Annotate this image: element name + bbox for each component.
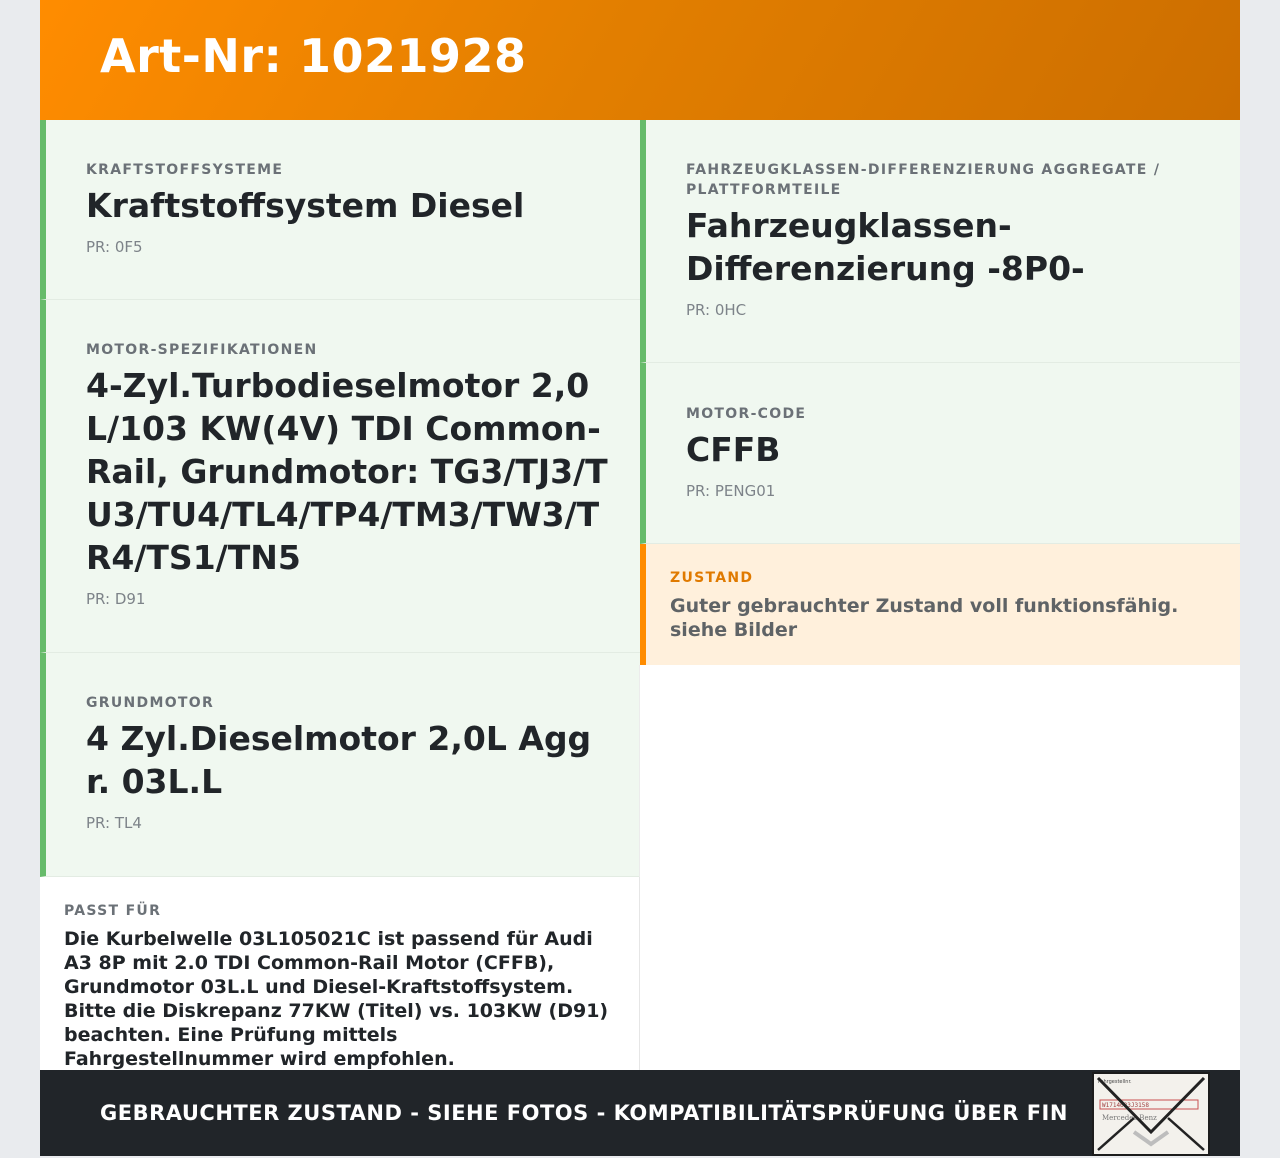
fahrzeugklassen-card bbox=[640, 120, 1240, 363]
card-value: Fahrzeugklassen-Differenzierung -8P0- bbox=[686, 206, 1085, 288]
card-label: GRUNDMOTOR bbox=[86, 695, 215, 711]
envelope-icon bbox=[1092, 1072, 1210, 1156]
card-label: KRAFTSTOFFSYSTEME bbox=[86, 162, 284, 178]
left-column bbox=[40, 120, 640, 877]
card-pr-code: PR: 0HC bbox=[686, 301, 747, 319]
page-header bbox=[40, 0, 1240, 120]
kraftstoffsysteme-card bbox=[40, 120, 640, 300]
page-footer bbox=[40, 1070, 1240, 1156]
card-pr-code: PR: D91 bbox=[86, 590, 146, 608]
stamp-header: Fahrgestellnr. bbox=[1098, 1079, 1132, 1085]
zustand-text: Guter gebrauchter Zustand voll funktionsfähig. siehe Bilder bbox=[670, 595, 1179, 641]
card-label: FAHRZEUGKLASSEN-DIFFERENZIERUNG AGGREGATE / PLATTFORMTEILE bbox=[686, 162, 1161, 198]
card-value: Kraftstoffsystem Diesel bbox=[86, 186, 525, 225]
compatibility-label: PASST FÜR bbox=[64, 903, 162, 919]
compatibility-box bbox=[40, 877, 640, 1070]
grundmotor-card bbox=[40, 653, 640, 877]
card-value: CFFB bbox=[686, 430, 781, 469]
card-pr-code: PR: 0F5 bbox=[86, 238, 143, 256]
footer-slogan: GEBRAUCHTER ZUSTAND - SIEHE FOTOS - KOMPATIBILITÄTSPRÜFUNG ÜBER FIN bbox=[100, 1101, 1068, 1125]
card-value: 4-Zyl.Turbodieselmotor 2,0 L/103 KW(4V) TDI Common-Rail, Grundmotor: TG3/TJ3/TU3/TU4/TL4/TP4/TM3/TW3/TR4/TS1/TN5 bbox=[86, 366, 608, 577]
card-label: MOTOR-CODE bbox=[686, 406, 807, 422]
zustand-box bbox=[640, 544, 1240, 665]
stamp-brand: Mercedes-Benz bbox=[1102, 1114, 1157, 1122]
card-label: MOTOR-SPEZIFIKATIONEN bbox=[86, 342, 318, 358]
compatibility-text: Die Kurbelwelle 03L105021C ist passend für Audi A3 8P mit 2.0 TDI Common-Rail Motor (CFFB), Grundmotor 03L.L und Diesel-Kraftstoffsystem. Bitte die Diskrepanz 77KW (Titel) vs. 103KW (D91) beachten. Eine Prüfung mittels Fahrgestellnummer wird empfohlen. bbox=[64, 928, 609, 1070]
stamp-code: W1714623J3158 bbox=[1102, 1102, 1149, 1109]
motor-spezifikationen-card bbox=[40, 300, 640, 653]
card-pr-code: PR: PENG01 bbox=[686, 482, 776, 500]
zustand-label: ZUSTAND bbox=[670, 570, 754, 586]
page bbox=[40, 0, 1240, 1156]
motor-code-card bbox=[640, 363, 1240, 544]
right-column bbox=[640, 120, 1240, 665]
card-pr-code: PR: TL4 bbox=[86, 814, 142, 832]
article-number-title: Art-Nr: 1021928 bbox=[100, 29, 527, 83]
vin-label-thumbnail bbox=[1094, 1074, 1208, 1154]
card-value: 4 Zyl.Dieselmotor 2,0L Aggr. 03L.L bbox=[86, 719, 592, 801]
